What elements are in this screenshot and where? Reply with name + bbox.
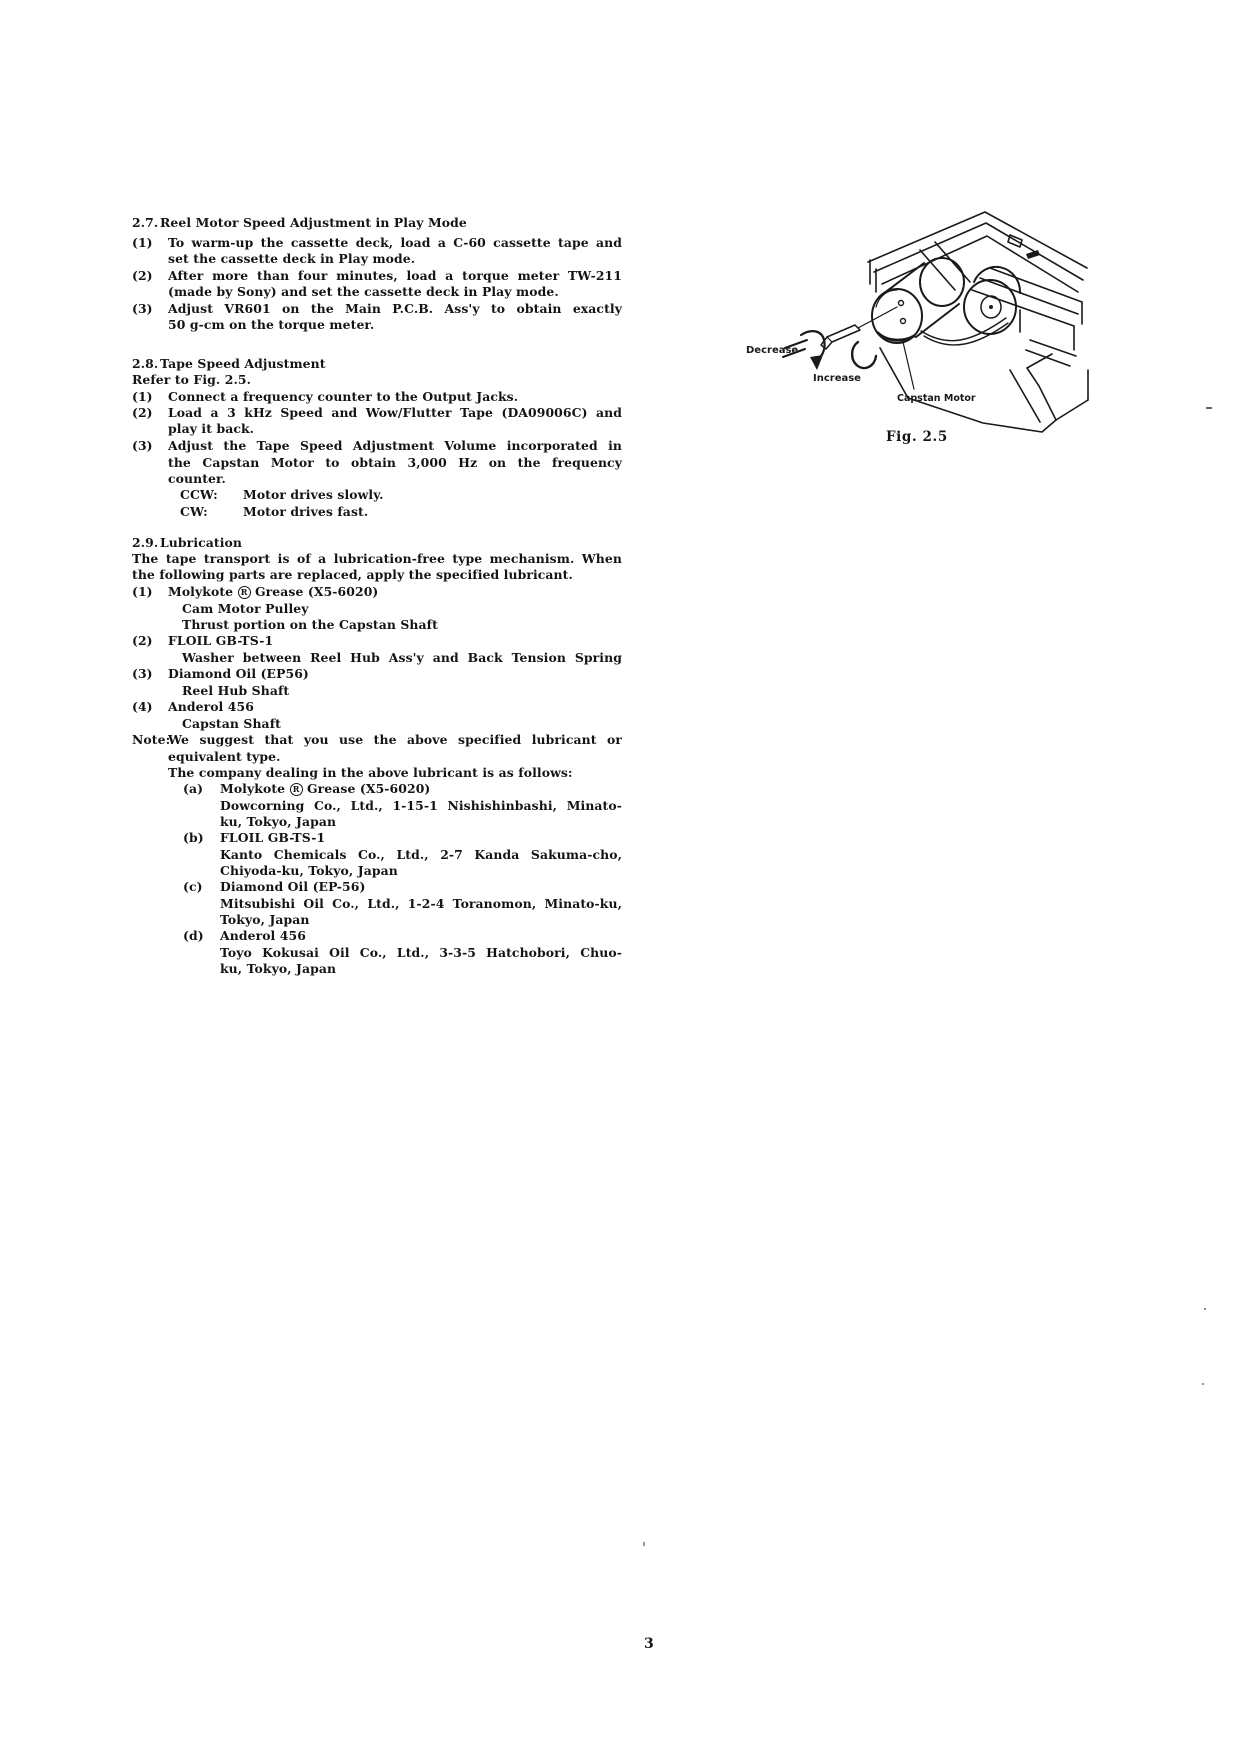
lubricant-name-post: Grease (X5-6020) — [255, 584, 379, 599]
text-line: Adjust the Tape Speed Adjustment Volume incorporated in — [168, 438, 622, 453]
text-line: Capstan Shaft — [182, 716, 281, 731]
figure-drawing — [690, 190, 1100, 440]
list-marker: (1) — [132, 389, 153, 404]
company-name-pre: Molykote — [220, 781, 286, 796]
lubricant-name-pre: Molykote — [168, 584, 234, 599]
ccw-label: CCW: — [180, 487, 218, 502]
text-line: Mitsubishi Oil Co., Ltd., 1-2-4 Toranomon, Minato-ku, — [220, 896, 622, 911]
list-marker: (2) — [132, 633, 153, 648]
text-line: equivalent type. — [168, 749, 281, 764]
screwdriver-icon — [821, 307, 897, 349]
text-line: The tape transport is of a lubrication-free type mechanism. When — [132, 551, 622, 566]
section-2-7-number: 2.7. — [132, 215, 159, 230]
text-line: counter. — [168, 471, 226, 486]
refer-line: Refer to Fig. 2.5. — [132, 372, 252, 387]
text-line: set the cassette deck in Play mode. — [168, 251, 416, 266]
section-2-8-number: 2.8. — [132, 356, 159, 371]
text-line: Thrust portion on the Capstan Shaft — [182, 617, 438, 632]
lubricant-name: FLOIL GB-TS-1 — [168, 633, 274, 648]
text-line: To warm-up the cassette deck, load a C-60 cassette tape and — [168, 235, 622, 250]
list-marker: (3) — [132, 438, 153, 453]
lubricant-name: Diamond Oil (EP56) — [168, 666, 309, 681]
text-line: Reel Hub Shaft — [182, 683, 290, 698]
capstan-motor-figure — [690, 190, 1100, 444]
lubricant-name — [168, 584, 378, 599]
list-marker: (3) — [132, 301, 153, 316]
text-line: Chiyoda-ku, Tokyo, Japan — [220, 863, 398, 878]
lubricant-name: Anderol 456 — [168, 699, 254, 714]
list-marker: (a) — [183, 781, 204, 796]
text-line: The company dealing in the above lubricant is as follows: — [168, 765, 573, 780]
section-2-9-number: 2.9. — [132, 535, 159, 550]
list-marker: (1) — [132, 235, 153, 250]
decrease-label: Decrease — [746, 345, 799, 356]
section-2-7-title: Reel Motor Speed Adjustment in Play Mode — [160, 215, 467, 230]
list-marker: (2) — [132, 268, 153, 283]
page-number: 3 — [644, 1636, 654, 1652]
text-line: 50 g-cm on the torque meter. — [168, 317, 375, 332]
company-name-post: Grease (X5-6020) — [307, 781, 431, 796]
text-line: Adjust VR601 on the Main P.C.B. Ass'y to obtain exactly — [168, 301, 622, 316]
section-2-8-title: Tape Speed Adjustment — [160, 356, 326, 371]
scan-speck — [1202, 1383, 1204, 1385]
text-line: We suggest that you use the above specified lubricant or — [168, 732, 622, 747]
text-line: (made by Sony) and set the cassette deck in Play mode. — [168, 284, 559, 299]
text-line: Kanto Chemicals Co., Ltd., 2-7 Kanda Sakuma-cho, — [220, 847, 622, 862]
text-line: Toyo Kokusai Oil Co., Ltd., 3-3-5 Hatchobori, Chuo- — [220, 945, 622, 960]
text-line: Dowcorning Co., Ltd., 1-15-1 Nishishinbashi, Minato- — [220, 798, 622, 813]
scan-speck — [1204, 1308, 1206, 1310]
cw-label: CW: — [180, 504, 208, 519]
registered-mark-icon: R — [290, 783, 303, 796]
list-marker: (b) — [183, 830, 204, 845]
increase-label: Increase — [813, 373, 861, 384]
section-2-9-title: Lubrication — [160, 535, 242, 550]
scan-speck — [643, 1542, 645, 1546]
company-name: FLOIL GB-TS-1 — [220, 830, 326, 845]
text-line: the Capstan Motor to obtain 3,000 Hz on the frequency — [168, 455, 622, 470]
text-line: ku, Tokyo, Japan — [220, 961, 337, 976]
list-marker: (d) — [183, 928, 204, 943]
leader-line — [903, 342, 914, 389]
text-line: Load a 3 kHz Speed and Wow/Flutter Tape (DA09006C) and — [168, 405, 622, 420]
registered-mark-icon: R — [238, 586, 251, 599]
list-marker: (3) — [132, 666, 153, 681]
list-marker: (2) — [132, 405, 153, 420]
company-name: Diamond Oil (EP-56) — [220, 879, 366, 894]
capstan-motor-label: Capstan Motor — [897, 393, 976, 404]
list-marker: (4) — [132, 699, 153, 714]
company-name: Anderol 456 — [220, 928, 306, 943]
company-name — [220, 781, 430, 796]
text-line: Connect a frequency counter to the Output Jacks. — [168, 389, 519, 404]
text-line: the following parts are replaced, apply the specified lubricant. — [132, 567, 573, 582]
text-line: Tokyo, Japan — [220, 912, 310, 927]
text-line: Cam Motor Pulley — [182, 601, 309, 616]
text-line: After more than four minutes, load a torque meter TW-211 — [168, 268, 622, 283]
list-marker: (c) — [183, 879, 203, 894]
scan-speck — [1206, 407, 1212, 409]
note-label: Note: — [132, 732, 171, 747]
figure-caption: Fig. 2.5 — [886, 429, 948, 445]
list-marker: (1) — [132, 584, 153, 599]
text-line: play it back. — [168, 421, 255, 436]
text-line: ku, Tokyo, Japan — [220, 814, 337, 829]
text-line: Washer between Reel Hub Ass'y and Back Tension Spring — [182, 650, 622, 665]
cw-text: Motor drives fast. — [243, 504, 369, 519]
ccw-text: Motor drives slowly. — [243, 487, 384, 502]
capstan-motor-cylinder — [852, 258, 964, 368]
